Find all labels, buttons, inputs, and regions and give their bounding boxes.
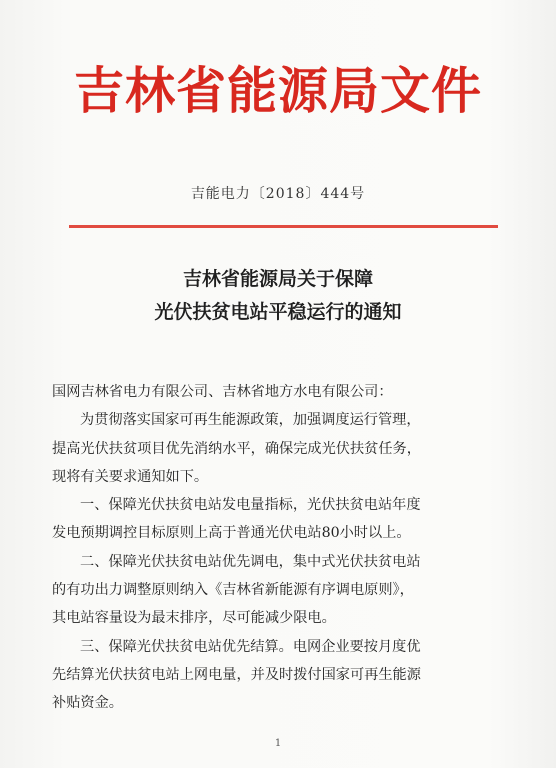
body-line-9: 三、保障光伏扶贫电站优先结算。电网企业要按月度优 [80,638,421,655]
recipient-line: 国网吉林省电力有限公司、吉林省地方水电有限公司： [52,384,393,400]
body-line-6: 二、保障光伏扶贫电站优先调电，集中式光伏扶贫电站 [80,553,421,570]
page-number: 1 [274,738,282,749]
body-line-3: 现将有关要求通知如下。 [52,468,209,485]
body-line-10: 先结算光伏扶贫电站上网电量，并及时拨付国家可再生能源 [52,666,421,683]
document-body [52,378,507,718]
notice-title-line-2: 光伏扶贫电站平稳运行的通知 [154,301,402,323]
red-header-title: 吉林省能源局文件 [74,62,482,120]
red-divider-line [69,225,498,228]
body-line-8: 其电站容量设为最末排序，尽可能减少限电。 [52,610,336,627]
body-line-2: 提高光伏扶贫项目优先消纳水平，确保完成光伏扶贫任务， [52,440,421,457]
body-line-1: 为贯彻落实国家可再生能源政策，加强调度运行管理， [80,412,421,429]
body-line-7: 的有功出力调整原则纳入《吉林省新能源有序调电原则》， [52,582,414,599]
body-line-4: 一、保障光伏扶贫电站发电量指标，光伏扶贫电站年度 [80,497,421,514]
document-number: 吉能电力〔2018〕444号 [190,186,366,202]
notice-title-line-1: 吉林省能源局关于保障 [182,268,373,290]
body-line-5: 发电预期调控目标原则上高于普通光伏电站80小时以上。 [52,525,411,542]
body-line-11: 补贴资金。 [52,695,123,712]
